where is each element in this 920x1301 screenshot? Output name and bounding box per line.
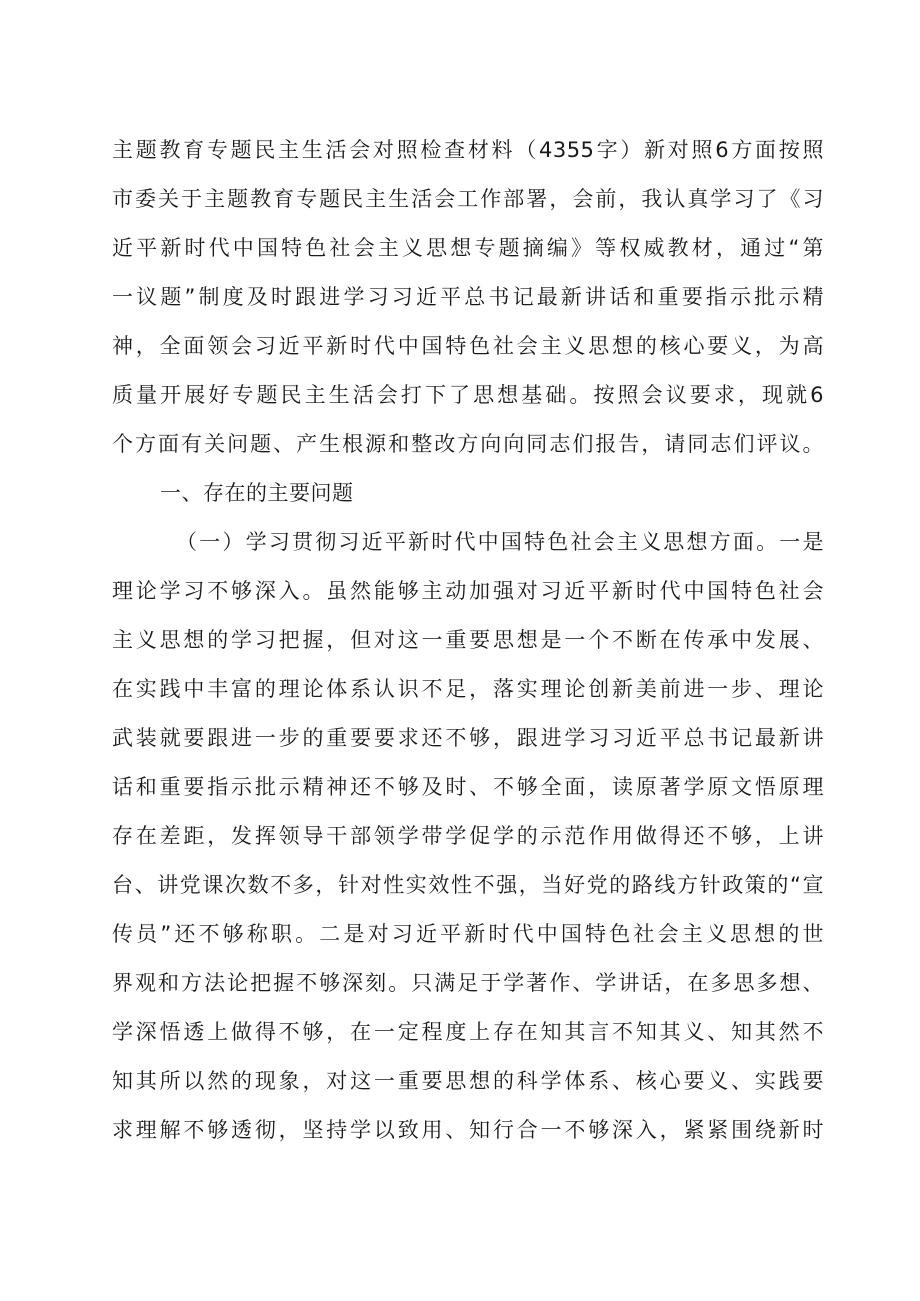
subsection-line: 传员”还不够称职。二是对习近平新时代中国特色社会主义思想的世 [112,922,824,946]
subsection-line: 学深悟透上做得不够，在一定程度上存在知其言不知其义、知其然不 [112,1020,824,1044]
document-body [112,126,824,1155]
intro-line: 市委关于主题教育专题民主生活会工作部署，会前，我认真学习了《习 [112,187,824,211]
subsection-line: 知其所以然的现象，对这一重要思想的科学体系、核心要义、实践要 [112,1069,824,1093]
subsection-line: 理论学习不够深入。虽然能够主动加强对习近平新时代中国特色社会 [112,579,824,603]
intro-line: 质量开展好专题民主生活会打下了思想基础。按照会议要求，现就6 [112,383,824,407]
intro-line: 个方面有关问题、产生根源和整改方向向同志们报告，请同志们评议。 [112,432,824,456]
subsection-line: （一）学习贯彻习近平新时代中国特色社会主义思想方面。一是 [176,530,824,554]
subsection-line: 主义思想的学习把握，但对这一重要思想是一个不断在传承中发展、 [112,628,824,652]
subsection-line: 话和重要指示批示精神还不够及时、不够全面，读原著学原文悟原理 [112,775,824,799]
subsection-line: 求理解不够透彻，坚持学以致用、知行合一不够深入，紧紧围绕新时 [112,1118,824,1142]
subsection-line: 存在差距，发挥领导干部领学带学促学的示范作用做得还不够，上讲 [112,824,824,848]
intro-line: 主题教育专题民主生活会对照检查材料（4355字）新对照6方面按照 [112,138,824,162]
subsection-line: 武装就要跟进一步的重要要求还不够，跟进学习习近平总书记最新讲 [112,726,824,750]
section-heading: 一、存在的主要问题 [160,481,354,505]
intro-line: 一议题”制度及时跟进学习习近平总书记最新讲话和重要指示批示精 [112,285,824,309]
subsection-line: 台、讲党课次数不多，针对性实效性不强，当好党的路线方针政策的“宣 [112,873,824,897]
intro-line: 近平新时代中国特色社会主义思想专题摘编》等权威教材，通过“第 [112,236,824,260]
subsection-line: 界观和方法论把握不够深刻。只满足于学著作、学讲话，在多思多想、 [112,971,824,995]
subsection-line: 在实践中丰富的理论体系认识不足，落实理论创新美前进一步、理论 [112,677,824,701]
intro-line: 神，全面领会习近平新时代中国特色社会主义思想的核心要义，为高 [112,334,824,358]
